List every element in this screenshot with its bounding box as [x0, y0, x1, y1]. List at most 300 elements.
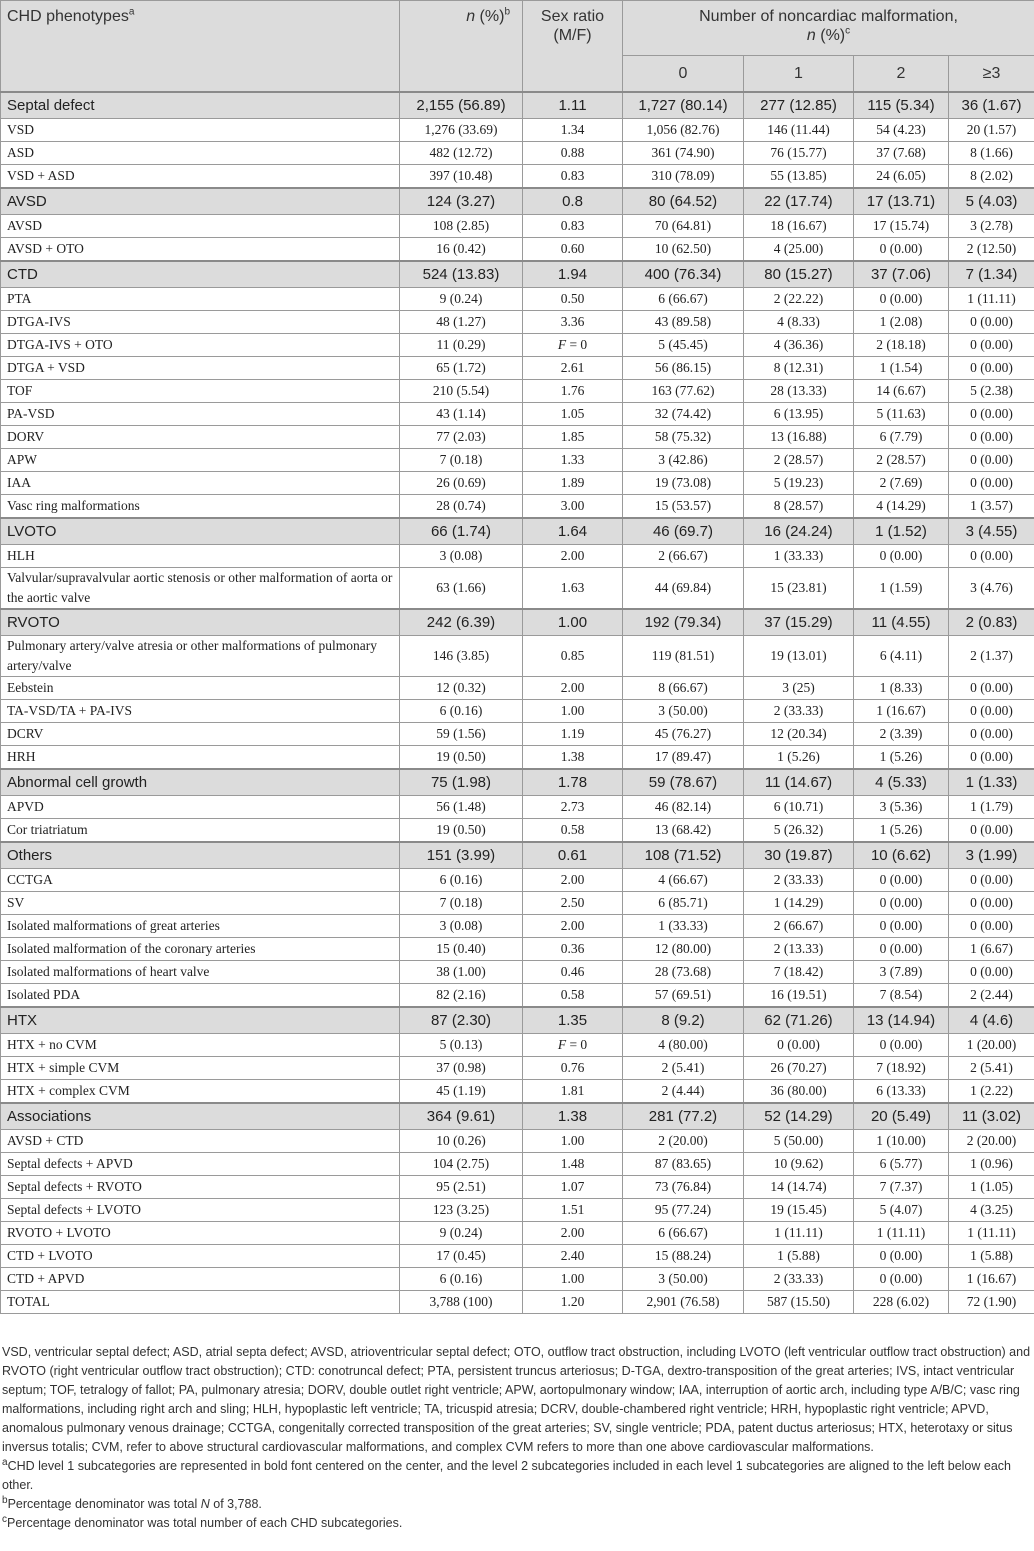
malformation-2-cell: 4 (14.29): [854, 494, 949, 518]
n-percent-cell: 28 (0.74): [400, 494, 523, 518]
malformation-3-plus-cell: 1 (3.57): [949, 494, 1034, 518]
malformation-1-cell: 11 (14.67): [744, 769, 854, 796]
malformation-1-cell: 52 (14.29): [744, 1103, 854, 1130]
malformation-3-plus-cell: 1 (5.88): [949, 1244, 1034, 1267]
phenotype-name: Eebstein: [1, 676, 400, 699]
malformation-0-cell: 6 (66.67): [623, 287, 744, 310]
malformation-1-cell: 4 (25.00): [744, 237, 854, 261]
malformation-3-plus-cell: 20 (1.57): [949, 118, 1034, 141]
table-row: [1, 1290, 1034, 1313]
table-row: [1, 448, 1034, 471]
phenotype-name: HTX + complex CVM: [1, 1079, 400, 1103]
sex-ratio-cell: 2.00: [523, 544, 623, 567]
phenotype-name: Others: [1, 842, 400, 869]
n-percent-cell: 104 (2.75): [400, 1152, 523, 1175]
n-percent-cell: 6 (0.16): [400, 868, 523, 891]
n-percent-cell: 9 (0.24): [400, 1221, 523, 1244]
malformation-2-cell: 0 (0.00): [854, 1033, 949, 1056]
malformation-2-cell: 13 (14.94): [854, 1007, 949, 1034]
malformation-3-plus-cell: 1 (1.33): [949, 769, 1034, 796]
malformation-3-plus-cell: 2 (20.00): [949, 1129, 1034, 1152]
n-percent-cell: 12 (0.32): [400, 676, 523, 699]
table-row: [1, 287, 1034, 310]
malformation-3-plus-cell: 1 (6.67): [949, 937, 1034, 960]
n-percent-cell: 3 (0.08): [400, 544, 523, 567]
malformation-1-cell: 587 (15.50): [744, 1290, 854, 1313]
sex-ratio-cell: 0.58: [523, 818, 623, 842]
phenotype-name: HTX + simple CVM: [1, 1056, 400, 1079]
phenotype-name: DTGA + VSD: [1, 356, 400, 379]
malformation-2-cell: 2 (28.57): [854, 448, 949, 471]
malformation-2-cell: 11 (4.55): [854, 609, 949, 636]
malformation-0-cell: 1,727 (80.14): [623, 92, 744, 119]
n-percent-cell: 1,276 (33.69): [400, 118, 523, 141]
table-row: [1, 960, 1034, 983]
malformation-1-cell: 5 (19.23): [744, 471, 854, 494]
table-row: [1, 868, 1034, 891]
sex-ratio-cell: 1.78: [523, 769, 623, 796]
malformation-0-cell: 46 (69.7): [623, 518, 744, 545]
phenotype-name: DORV: [1, 425, 400, 448]
malformation-1-cell: 15 (23.81): [744, 567, 854, 609]
n-percent-cell: 6 (0.16): [400, 1267, 523, 1290]
malformation-3-plus-cell: 36 (1.67): [949, 92, 1034, 119]
n-percent-cell: 43 (1.14): [400, 402, 523, 425]
malformation-2-cell: 17 (15.74): [854, 214, 949, 237]
n-percent-cell: 17 (0.45): [400, 1244, 523, 1267]
malformation-0-cell: 15 (53.57): [623, 494, 744, 518]
malformation-1-cell: 1 (5.26): [744, 745, 854, 769]
malformation-2-cell: 6 (4.11): [854, 635, 949, 676]
malformation-0-cell: 59 (78.67): [623, 769, 744, 796]
n-percent-cell: 37 (0.98): [400, 1056, 523, 1079]
sex-ratio-cell: 0.61: [523, 842, 623, 869]
malformation-2-cell: 0 (0.00): [854, 237, 949, 261]
malformation-2-cell: 0 (0.00): [854, 914, 949, 937]
table-row: [1, 745, 1034, 769]
n-percent-cell: 75 (1.98): [400, 769, 523, 796]
table-row: [1, 818, 1034, 842]
malformation-2-cell: 5 (11.63): [854, 402, 949, 425]
malformation-1-cell: 37 (15.29): [744, 609, 854, 636]
malformation-3-plus-cell: 0 (0.00): [949, 868, 1034, 891]
malformation-3-plus-cell: 0 (0.00): [949, 448, 1034, 471]
malformation-0-cell: 8 (9.2): [623, 1007, 744, 1034]
table-row: [1, 891, 1034, 914]
phenotype-name: IAA: [1, 471, 400, 494]
sex-ratio-cell: 1.00: [523, 1129, 623, 1152]
phenotype-name: HTX: [1, 1007, 400, 1034]
phenotype-name: PA-VSD: [1, 402, 400, 425]
sex-ratio-cell: 0.58: [523, 983, 623, 1007]
malformation-3-plus-cell: 2 (0.83): [949, 609, 1034, 636]
phenotype-name: Associations: [1, 1103, 400, 1130]
table-body: [1, 92, 1034, 1314]
malformation-1-cell: 14 (14.74): [744, 1175, 854, 1198]
sex-ratio-cell: 1.81: [523, 1079, 623, 1103]
malformation-0-cell: 2,901 (76.58): [623, 1290, 744, 1313]
header-chd-phenotypes: CHD phenotypes$^a$: [1, 1, 400, 92]
malformation-2-cell: 0 (0.00): [854, 1267, 949, 1290]
n-percent-cell: 77 (2.03): [400, 425, 523, 448]
malformation-0-cell: 4 (66.67): [623, 868, 744, 891]
malformation-3-plus-cell: 0 (0.00): [949, 818, 1034, 842]
malformation-3-plus-cell: 72 (1.90): [949, 1290, 1034, 1313]
malformation-1-cell: 19 (13.01): [744, 635, 854, 676]
malformation-2-cell: 2 (7.69): [854, 471, 949, 494]
table-row: [1, 983, 1034, 1007]
table-row: [1, 1079, 1034, 1103]
malformation-1-cell: 28 (13.33): [744, 379, 854, 402]
malformation-1-cell: 2 (13.33): [744, 937, 854, 960]
table-row: [1, 1175, 1034, 1198]
malformation-1-cell: 36 (80.00): [744, 1079, 854, 1103]
malformation-2-cell: 7 (18.92): [854, 1056, 949, 1079]
sex-ratio-cell: 0.50: [523, 287, 623, 310]
n-percent-cell: 38 (1.00): [400, 960, 523, 983]
malformation-0-cell: 192 (79.34): [623, 609, 744, 636]
phenotype-name: CTD + LVOTO: [1, 1244, 400, 1267]
table-row: [1, 567, 1034, 609]
sex-ratio-cell: 3.00: [523, 494, 623, 518]
malformation-3-plus-cell: 0 (0.00): [949, 722, 1034, 745]
phenotype-name: HLH: [1, 544, 400, 567]
sex-ratio-cell: F = 0: [523, 1033, 623, 1056]
phenotype-name: DCRV: [1, 722, 400, 745]
table-row: [1, 1129, 1034, 1152]
phenotype-name: Isolated malformations of heart valve: [1, 960, 400, 983]
sex-ratio-cell: 1.85: [523, 425, 623, 448]
footnote-a: $^a$CHD level 1 subcategories are represented in bold font centered on the center, and the level 2 subcategories included in each level 1 subcategories are aligned to the left below each other.: [2, 1456, 1011, 1492]
malformation-2-cell: 37 (7.68): [854, 141, 949, 164]
malformation-1-cell: 12 (20.34): [744, 722, 854, 745]
footnote-abbreviations: VSD, ventricular septal defect; ASD, atrial septa defect; AVSD, atrioventricular septal defect; OTO, outflow tract obstruction, including LVOTO (left ventricular outflow tract obstruction) and RVOTO (right ventricular outflow tract obstruction); CTD: conotruncal defect; PTA, persistent truncus arteriosus; D-TGA, dextro-transposition of the great arteries; IVS, intact ventricular septum; TOF, tetralogy of fallot; PA, pulmonary atresia; DORV, double outlet right ventricle; APW, aortopulmonary window; IAA, interruption of aortic arch, including type A/B/C; vasc ring malformations, including right arch and sling; HLH, hypoplastic left ventricle; TA, tricuspid atresia; DCRV, double-chambered right ventricle; HRH, hypoplastic right ventricle; APVD, anomalous pulmonary venous drainage; CCTGA, congenitally corrected transposition of the great arteries; SV, single ventricle; PDA, patent ductus arteriosus; HTX, heterotaxy or situs inversus totalis; CVM, refer to above structural cardiovascular malformations, and complex CVM refers to more than one above cardiovascular malformations.: [2, 1345, 1031, 1454]
malformation-0-cell: 281 (77.2): [623, 1103, 744, 1130]
malformation-2-cell: 17 (13.71): [854, 188, 949, 215]
malformation-1-cell: 76 (15.77): [744, 141, 854, 164]
malformation-0-cell: 44 (69.84): [623, 567, 744, 609]
malformation-3-plus-cell: 0 (0.00): [949, 471, 1034, 494]
phenotype-name: ASD: [1, 141, 400, 164]
header-noncardiac-malformation: Number of noncardiac malformation, n (%)$^c$: [623, 1, 1034, 56]
phenotype-name: APW: [1, 448, 400, 471]
sex-ratio-cell: 1.63: [523, 567, 623, 609]
table-row: [1, 237, 1034, 261]
malformation-1-cell: 6 (10.71): [744, 795, 854, 818]
malformation-0-cell: 400 (76.34): [623, 261, 744, 288]
malformation-1-cell: 18 (16.67): [744, 214, 854, 237]
sex-ratio-cell: 2.00: [523, 1221, 623, 1244]
malformation-2-cell: 1 (1.52): [854, 518, 949, 545]
malformation-1-cell: 30 (19.87): [744, 842, 854, 869]
phenotype-name: Septal defects + APVD: [1, 1152, 400, 1175]
n-percent-cell: 16 (0.42): [400, 237, 523, 261]
sex-ratio-cell: 2.00: [523, 914, 623, 937]
malformation-1-cell: 16 (19.51): [744, 983, 854, 1007]
sex-ratio-cell: 1.89: [523, 471, 623, 494]
malformation-3-plus-cell: 0 (0.00): [949, 914, 1034, 937]
malformation-1-cell: 8 (28.57): [744, 494, 854, 518]
malformation-1-cell: 1 (14.29): [744, 891, 854, 914]
sex-ratio-cell: 0.88: [523, 141, 623, 164]
n-percent-cell: 59 (1.56): [400, 722, 523, 745]
malformation-3-plus-cell: 0 (0.00): [949, 333, 1034, 356]
phenotype-name: RVOTO: [1, 609, 400, 636]
malformation-0-cell: 3 (50.00): [623, 699, 744, 722]
malformation-0-cell: 163 (77.62): [623, 379, 744, 402]
malformation-1-cell: 62 (71.26): [744, 1007, 854, 1034]
malformation-1-cell: 1 (11.11): [744, 1221, 854, 1244]
table-row: [1, 356, 1034, 379]
phenotype-name: AVSD: [1, 214, 400, 237]
malformation-0-cell: 119 (81.51): [623, 635, 744, 676]
malformation-3-plus-cell: 1 (11.11): [949, 1221, 1034, 1244]
malformation-3-plus-cell: 1 (16.67): [949, 1267, 1034, 1290]
malformation-3-plus-cell: 5 (2.38): [949, 379, 1034, 402]
malformation-3-plus-cell: 3 (1.99): [949, 842, 1034, 869]
table-row: [1, 379, 1034, 402]
malformation-0-cell: 28 (73.68): [623, 960, 744, 983]
malformation-0-cell: 12 (80.00): [623, 937, 744, 960]
malformation-1-cell: 13 (16.88): [744, 425, 854, 448]
malformation-0-cell: 4 (80.00): [623, 1033, 744, 1056]
phenotype-name: AVSD + CTD: [1, 1129, 400, 1152]
sex-ratio-cell: 0.83: [523, 214, 623, 237]
category-row: [1, 609, 1034, 636]
malformation-3-plus-cell: 0 (0.00): [949, 676, 1034, 699]
malformation-1-cell: 5 (26.32): [744, 818, 854, 842]
phenotype-name: DTGA-IVS: [1, 310, 400, 333]
malformation-3-plus-cell: 1 (11.11): [949, 287, 1034, 310]
malformation-0-cell: 10 (62.50): [623, 237, 744, 261]
malformation-3-plus-cell: 0 (0.00): [949, 745, 1034, 769]
sex-ratio-cell: 0.60: [523, 237, 623, 261]
category-row: [1, 1103, 1034, 1130]
malformation-2-cell: 0 (0.00): [854, 1244, 949, 1267]
malformation-3-plus-cell: 0 (0.00): [949, 402, 1034, 425]
phenotype-name: Vasc ring malformations: [1, 494, 400, 518]
phenotype-name: Abnormal cell growth: [1, 769, 400, 796]
phenotype-name: Isolated malformations of great arteries: [1, 914, 400, 937]
n-percent-cell: 87 (2.30): [400, 1007, 523, 1034]
malformation-2-cell: 0 (0.00): [854, 891, 949, 914]
malformation-1-cell: 2 (22.22): [744, 287, 854, 310]
malformation-1-cell: 1 (33.33): [744, 544, 854, 567]
malformation-0-cell: 70 (64.81): [623, 214, 744, 237]
category-row: [1, 188, 1034, 215]
malformation-1-cell: 3 (25): [744, 676, 854, 699]
phenotype-name: LVOTO: [1, 518, 400, 545]
malformation-1-cell: 4 (8.33): [744, 310, 854, 333]
malformation-3-plus-cell: 4 (3.25): [949, 1198, 1034, 1221]
malformation-1-cell: 6 (13.95): [744, 402, 854, 425]
n-percent-cell: 3,788 (100): [400, 1290, 523, 1313]
malformation-0-cell: 46 (82.14): [623, 795, 744, 818]
malformation-2-cell: 1 (8.33): [854, 676, 949, 699]
malformation-2-cell: 24 (6.05): [854, 164, 949, 188]
table-row: [1, 1221, 1034, 1244]
sex-ratio-cell: 1.11: [523, 92, 623, 119]
malformation-2-cell: 10 (6.62): [854, 842, 949, 869]
malformation-1-cell: 16 (24.24): [744, 518, 854, 545]
sex-ratio-cell: 1.19: [523, 722, 623, 745]
phenotype-name: CTD: [1, 261, 400, 288]
malformation-3-plus-cell: 8 (1.66): [949, 141, 1034, 164]
malformation-1-cell: 1 (5.88): [744, 1244, 854, 1267]
sex-ratio-cell: 1.51: [523, 1198, 623, 1221]
n-percent-cell: 123 (3.25): [400, 1198, 523, 1221]
malformation-2-cell: 1 (10.00): [854, 1129, 949, 1152]
header-n-percent: n (%)$^b$: [400, 1, 523, 92]
malformation-0-cell: 6 (85.71): [623, 891, 744, 914]
phenotype-name: Pulmonary artery/valve atresia or other malformations of pulmonary artery/valve: [1, 635, 400, 676]
table-row: [1, 1244, 1034, 1267]
malformation-2-cell: 228 (6.02): [854, 1290, 949, 1313]
malformation-2-cell: 7 (7.37): [854, 1175, 949, 1198]
n-percent-cell: 19 (0.50): [400, 818, 523, 842]
sex-ratio-cell: 0.46: [523, 960, 623, 983]
sex-ratio-cell: 1.07: [523, 1175, 623, 1198]
malformation-2-cell: 37 (7.06): [854, 261, 949, 288]
malformation-1-cell: 2 (66.67): [744, 914, 854, 937]
category-row: [1, 842, 1034, 869]
malformation-2-cell: 2 (3.39): [854, 722, 949, 745]
phenotype-name: Septal defect: [1, 92, 400, 119]
category-row: [1, 518, 1034, 545]
malformation-3-plus-cell: 4 (4.6): [949, 1007, 1034, 1034]
n-percent-cell: 364 (9.61): [400, 1103, 523, 1130]
malformation-1-cell: 19 (15.45): [744, 1198, 854, 1221]
phenotype-name: VSD + ASD: [1, 164, 400, 188]
n-percent-cell: 242 (6.39): [400, 609, 523, 636]
sex-ratio-cell: 1.38: [523, 745, 623, 769]
n-percent-cell: 7 (0.18): [400, 891, 523, 914]
n-percent-cell: 3 (0.08): [400, 914, 523, 937]
malformation-2-cell: 1 (1.59): [854, 567, 949, 609]
malformation-0-cell: 310 (78.09): [623, 164, 744, 188]
malformation-0-cell: 13 (68.42): [623, 818, 744, 842]
n-percent-cell: 524 (13.83): [400, 261, 523, 288]
malformation-3-plus-cell: 8 (2.02): [949, 164, 1034, 188]
phenotype-name: Cor triatriatum: [1, 818, 400, 842]
malformation-2-cell: 6 (7.79): [854, 425, 949, 448]
malformation-0-cell: 87 (83.65): [623, 1152, 744, 1175]
n-percent-cell: 482 (12.72): [400, 141, 523, 164]
malformation-2-cell: 5 (4.07): [854, 1198, 949, 1221]
malformation-0-cell: 80 (64.52): [623, 188, 744, 215]
phenotype-name: Septal defects + LVOTO: [1, 1198, 400, 1221]
n-percent-cell: 10 (0.26): [400, 1129, 523, 1152]
malformation-3-plus-cell: 0 (0.00): [949, 356, 1034, 379]
table-row: [1, 425, 1034, 448]
malformation-0-cell: 5 (45.45): [623, 333, 744, 356]
sex-ratio-cell: 1.05: [523, 402, 623, 425]
malformation-0-cell: 45 (76.27): [623, 722, 744, 745]
phenotype-name: DTGA-IVS + OTO: [1, 333, 400, 356]
malformation-3-plus-cell: 1 (1.05): [949, 1175, 1034, 1198]
sex-ratio-cell: 1.35: [523, 1007, 623, 1034]
malformation-0-cell: 2 (20.00): [623, 1129, 744, 1152]
malformation-2-cell: 1 (2.08): [854, 310, 949, 333]
malformation-1-cell: 4 (36.36): [744, 333, 854, 356]
n-percent-cell: 6 (0.16): [400, 699, 523, 722]
malformation-3-plus-cell: 3 (2.78): [949, 214, 1034, 237]
malformation-1-cell: 8 (12.31): [744, 356, 854, 379]
header-sex-ratio: Sex ratio (M/F): [523, 1, 623, 92]
n-percent-cell: 19 (0.50): [400, 745, 523, 769]
malformation-1-cell: 2 (33.33): [744, 699, 854, 722]
table-row: [1, 914, 1034, 937]
sex-ratio-cell: 1.64: [523, 518, 623, 545]
malformation-2-cell: 0 (0.00): [854, 868, 949, 891]
phenotype-name: APVD: [1, 795, 400, 818]
header-row: [1, 1, 1034, 56]
sex-ratio-cell: 2.00: [523, 676, 623, 699]
footnote-c: $^c$Percentage denominator was total number of each CHD subcategories.: [2, 1513, 403, 1530]
phenotype-name: Valvular/supravalvular aortic stenosis or other malformation of aorta or the aortic valve: [1, 567, 400, 609]
sex-ratio-cell: 1.00: [523, 699, 623, 722]
n-percent-cell: 11 (0.29): [400, 333, 523, 356]
footnote-b: $^b$Percentage denominator was total N of 3,788.: [2, 1494, 262, 1511]
n-percent-cell: 63 (1.66): [400, 567, 523, 609]
malformation-2-cell: 14 (6.67): [854, 379, 949, 402]
malformation-1-cell: 2 (28.57): [744, 448, 854, 471]
malformation-0-cell: 108 (71.52): [623, 842, 744, 869]
sex-ratio-cell: 1.38: [523, 1103, 623, 1130]
malformation-1-cell: 26 (70.27): [744, 1056, 854, 1079]
sex-ratio-cell: 1.48: [523, 1152, 623, 1175]
malformation-3-plus-cell: 0 (0.00): [949, 891, 1034, 914]
n-percent-cell: 146 (3.85): [400, 635, 523, 676]
malformation-0-cell: 32 (74.42): [623, 402, 744, 425]
n-percent-cell: 5 (0.13): [400, 1033, 523, 1056]
sex-ratio-cell: F = 0: [523, 333, 623, 356]
malformation-2-cell: 2 (18.18): [854, 333, 949, 356]
sex-ratio-cell: 1.00: [523, 609, 623, 636]
malformation-1-cell: 277 (12.85): [744, 92, 854, 119]
subheader-3-plus: ≥3: [949, 56, 1034, 92]
subheader-1: 1: [744, 56, 854, 92]
malformation-2-cell: 20 (5.49): [854, 1103, 949, 1130]
malformation-3-plus-cell: 1 (2.22): [949, 1079, 1034, 1103]
phenotype-name: SV: [1, 891, 400, 914]
n-percent-cell: 397 (10.48): [400, 164, 523, 188]
n-percent-cell: 108 (2.85): [400, 214, 523, 237]
sex-ratio-cell: 2.40: [523, 1244, 623, 1267]
malformation-0-cell: 15 (88.24): [623, 1244, 744, 1267]
sex-ratio-cell: 0.36: [523, 937, 623, 960]
sex-ratio-cell: 0.8: [523, 188, 623, 215]
table-row: [1, 310, 1034, 333]
category-row: [1, 1007, 1034, 1034]
phenotype-name: HRH: [1, 745, 400, 769]
malformation-0-cell: 57 (69.51): [623, 983, 744, 1007]
phenotype-name: CTD + APVD: [1, 1267, 400, 1290]
n-percent-cell: 7 (0.18): [400, 448, 523, 471]
malformation-0-cell: 3 (42.86): [623, 448, 744, 471]
malformation-0-cell: 17 (89.47): [623, 745, 744, 769]
sex-ratio-cell: 1.20: [523, 1290, 623, 1313]
malformation-3-plus-cell: 3 (4.55): [949, 518, 1034, 545]
malformation-0-cell: 3 (50.00): [623, 1267, 744, 1290]
sex-ratio-cell: 2.73: [523, 795, 623, 818]
phenotype-name: CCTGA: [1, 868, 400, 891]
category-row: [1, 261, 1034, 288]
category-row: [1, 769, 1034, 796]
phenotype-name: HTX + no CVM: [1, 1033, 400, 1056]
n-percent-cell: 210 (5.54): [400, 379, 523, 402]
malformation-3-plus-cell: 2 (1.37): [949, 635, 1034, 676]
